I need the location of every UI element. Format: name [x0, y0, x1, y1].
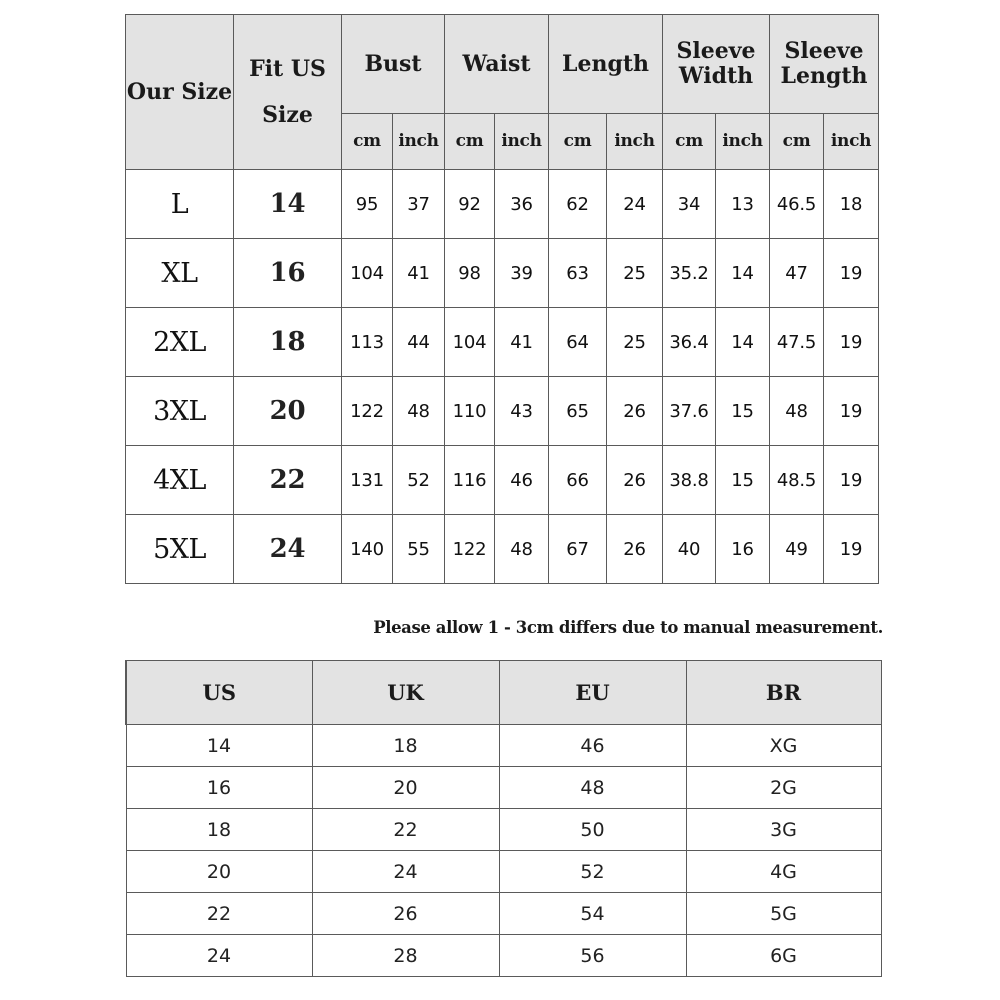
cell-waist-inch: 43 — [495, 377, 549, 446]
cell-waist-inch: 48 — [495, 515, 549, 584]
cell-length-cm: 67 — [549, 515, 607, 584]
unit-length-inch: inch — [607, 114, 663, 170]
cell-waist-cm: 98 — [445, 239, 495, 308]
cell-uk: 22 — [312, 809, 499, 851]
conversion-row — [126, 893, 881, 935]
cell-waist-inch: 39 — [495, 239, 549, 308]
size-row — [126, 308, 879, 377]
header-eu: EU — [499, 661, 686, 725]
cell-sleeve-width-inch: 15 — [716, 446, 770, 515]
cell-uk: 28 — [312, 935, 499, 977]
cell-eu: 52 — [499, 851, 686, 893]
unit-waist-inch: inch — [495, 114, 549, 170]
cell-sleeve-width-cm: 36.4 — [663, 308, 716, 377]
cell-length-inch: 26 — [607, 515, 663, 584]
unit-sleeve-length-inch: inch — [824, 114, 879, 170]
cell-waist-cm: 116 — [445, 446, 495, 515]
cell-us: 24 — [126, 935, 312, 977]
measurement-note: Please allow 1 - 3cm differs due to manual measurement. — [373, 618, 883, 637]
cell-sleeve-width-inch: 16 — [716, 515, 770, 584]
cell-sleeve-width-cm: 34 — [663, 170, 716, 239]
cell-us: 20 — [126, 851, 312, 893]
unit-bust-cm: cm — [342, 114, 393, 170]
header-sleeve-width-line2: Width — [678, 63, 754, 89]
header-sleeve-width — [663, 15, 770, 114]
size-row — [126, 446, 879, 515]
conversion-row — [126, 767, 881, 809]
cell-sleeve-length-inch: 19 — [824, 308, 879, 377]
cell-uk: 20 — [312, 767, 499, 809]
cell-sleeve-width-cm: 37.6 — [663, 377, 716, 446]
cell-our-size: L — [126, 170, 234, 239]
cell-length-cm: 63 — [549, 239, 607, 308]
cell-waist-inch: 41 — [495, 308, 549, 377]
cell-bust-cm: 122 — [342, 377, 393, 446]
cell-br: 3G — [686, 809, 881, 851]
header-sleeve-length-line2: Length — [780, 63, 868, 89]
cell-br: 2G — [686, 767, 881, 809]
size-row — [126, 239, 879, 308]
cell-bust-inch: 48 — [393, 377, 445, 446]
header-sleeve-width-line1: Sleeve — [676, 38, 756, 64]
cell-bust-inch: 41 — [393, 239, 445, 308]
cell-sleeve-width-cm: 35.2 — [663, 239, 716, 308]
cell-uk: 26 — [312, 893, 499, 935]
cell-length-inch: 26 — [607, 446, 663, 515]
cell-eu: 46 — [499, 725, 686, 767]
conversion-row — [126, 725, 881, 767]
size-row — [126, 377, 879, 446]
cell-length-cm: 66 — [549, 446, 607, 515]
size-row — [126, 170, 879, 239]
cell-sleeve-length-inch: 19 — [824, 446, 879, 515]
unit-sleeve-width-inch: inch — [716, 114, 770, 170]
cell-sleeve-length-cm: 49 — [770, 515, 824, 584]
cell-uk: 18 — [312, 725, 499, 767]
cell-our-size: XL — [126, 239, 234, 308]
cell-bust-inch: 44 — [393, 308, 445, 377]
cell-waist-cm: 104 — [445, 308, 495, 377]
cell-sleeve-width-cm: 38.8 — [663, 446, 716, 515]
cell-eu: 54 — [499, 893, 686, 935]
header-fit-us-size — [234, 15, 342, 170]
cell-our-size: 2XL — [126, 308, 234, 377]
cell-uk: 24 — [312, 851, 499, 893]
cell-bust-inch: 37 — [393, 170, 445, 239]
cell-sleeve-length-cm: 48.5 — [770, 446, 824, 515]
cell-fit-us: 18 — [234, 308, 342, 377]
cell-sleeve-width-cm: 40 — [663, 515, 716, 584]
cell-sleeve-length-cm: 47 — [770, 239, 824, 308]
cell-eu: 56 — [499, 935, 686, 977]
size-row — [126, 515, 879, 584]
cell-eu: 50 — [499, 809, 686, 851]
cell-sleeve-length-inch: 19 — [824, 377, 879, 446]
cell-us: 18 — [126, 809, 312, 851]
unit-sleeve-length-cm: cm — [770, 114, 824, 170]
cell-br: 6G — [686, 935, 881, 977]
cell-sleeve-length-cm: 47.5 — [770, 308, 824, 377]
unit-waist-cm: cm — [445, 114, 495, 170]
header-fit-us-line2: Size — [262, 102, 313, 128]
unit-sleeve-width-cm: cm — [663, 114, 716, 170]
cell-us: 22 — [126, 893, 312, 935]
cell-us: 14 — [126, 725, 312, 767]
header-uk: UK — [312, 661, 499, 725]
header-length: Length — [549, 15, 663, 114]
header-our-size: Our Size — [126, 15, 234, 170]
cell-bust-cm: 131 — [342, 446, 393, 515]
cell-waist-inch: 36 — [495, 170, 549, 239]
unit-length-cm: cm — [549, 114, 607, 170]
cell-bust-cm: 140 — [342, 515, 393, 584]
header-sleeve-length-line1: Sleeve — [784, 38, 864, 64]
cell-br: 5G — [686, 893, 881, 935]
cell-sleeve-width-inch: 14 — [716, 308, 770, 377]
cell-length-cm: 65 — [549, 377, 607, 446]
cell-waist-inch: 46 — [495, 446, 549, 515]
cell-bust-cm: 113 — [342, 308, 393, 377]
cell-fit-us: 22 — [234, 446, 342, 515]
cell-our-size: 5XL — [126, 515, 234, 584]
conversion-row — [126, 851, 881, 893]
cell-waist-cm: 122 — [445, 515, 495, 584]
cell-sleeve-length-cm: 48 — [770, 377, 824, 446]
cell-sleeve-length-inch: 19 — [824, 515, 879, 584]
cell-fit-us: 14 — [234, 170, 342, 239]
cell-sleeve-width-inch: 14 — [716, 239, 770, 308]
cell-waist-cm: 92 — [445, 170, 495, 239]
header-br: BR — [686, 661, 881, 725]
cell-our-size: 4XL — [126, 446, 234, 515]
cell-length-cm: 64 — [549, 308, 607, 377]
cell-br: 4G — [686, 851, 881, 893]
header-sleeve-length — [770, 15, 879, 114]
conversion-row — [126, 809, 881, 851]
size-chart-table — [125, 14, 879, 584]
cell-fit-us: 16 — [234, 239, 342, 308]
header-us: US — [126, 661, 312, 725]
cell-bust-inch: 52 — [393, 446, 445, 515]
unit-bust-inch: inch — [393, 114, 445, 170]
cell-eu: 48 — [499, 767, 686, 809]
cell-us: 16 — [126, 767, 312, 809]
cell-fit-us: 24 — [234, 515, 342, 584]
cell-sleeve-length-inch: 19 — [824, 239, 879, 308]
cell-length-inch: 26 — [607, 377, 663, 446]
cell-length-inch: 25 — [607, 239, 663, 308]
conversion-row — [126, 935, 881, 977]
cell-sleeve-length-inch: 18 — [824, 170, 879, 239]
cell-sleeve-width-inch: 13 — [716, 170, 770, 239]
cell-sleeve-length-cm: 46.5 — [770, 170, 824, 239]
header-waist: Waist — [445, 15, 549, 114]
cell-sleeve-width-inch: 15 — [716, 377, 770, 446]
cell-length-inch: 25 — [607, 308, 663, 377]
cell-our-size: 3XL — [126, 377, 234, 446]
cell-length-inch: 24 — [607, 170, 663, 239]
cell-bust-inch: 55 — [393, 515, 445, 584]
cell-fit-us: 20 — [234, 377, 342, 446]
cell-br: XG — [686, 725, 881, 767]
size-conversion-table — [125, 660, 882, 977]
cell-bust-cm: 95 — [342, 170, 393, 239]
header-bust: Bust — [342, 15, 445, 114]
cell-length-cm: 62 — [549, 170, 607, 239]
header-fit-us-line1: Fit US — [249, 56, 326, 82]
cell-waist-cm: 110 — [445, 377, 495, 446]
cell-bust-cm: 104 — [342, 239, 393, 308]
